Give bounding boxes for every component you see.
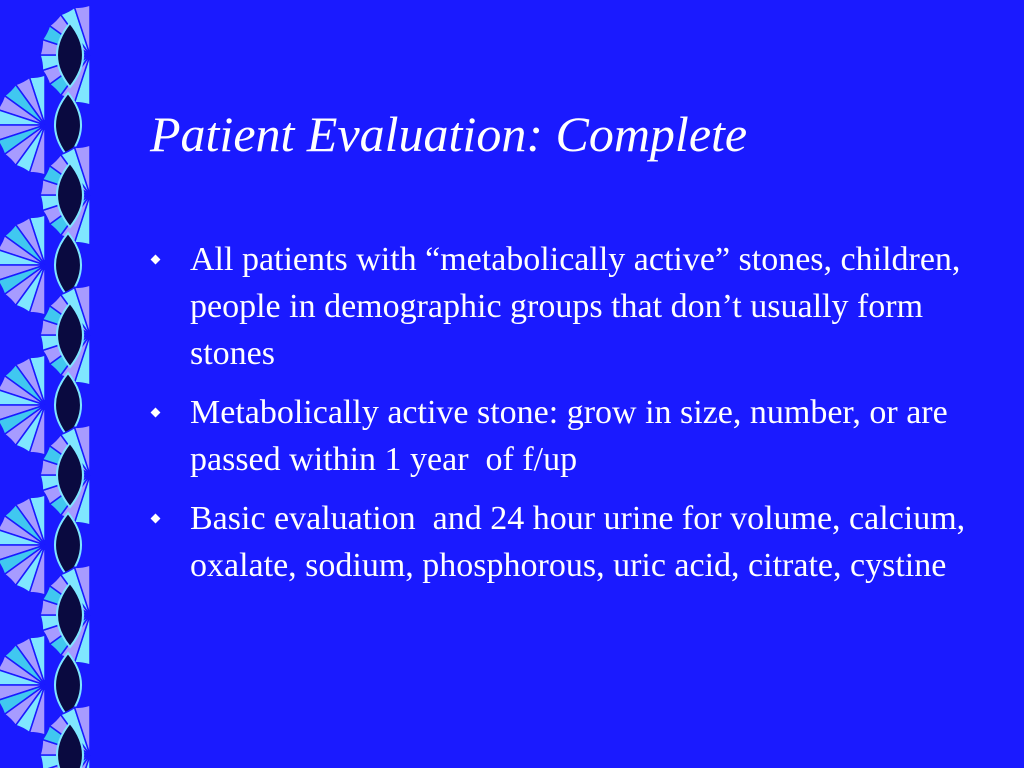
fan-segment: [40, 145, 90, 245]
bullet-text: All patients with “metabolically active” stones, children, people in demographic groups that don’t usually form stones: [190, 241, 969, 372]
fan-segment: [40, 705, 90, 768]
bullet-text: Metabolically active stone: grow in size, number, or are passed within 1 year of f/up: [190, 394, 957, 478]
bullet-text: Basic evaluation and 24 hour urine for volume, calcium, oxalate, sodium, phosphorous, uric acid, citrate, cystine: [190, 500, 974, 584]
fan-segment: [40, 285, 90, 385]
bullet-item: [150, 236, 1010, 377]
fan-segment: [40, 565, 90, 665]
fan-segment: [40, 425, 90, 525]
fan-segment: [40, 5, 90, 105]
fan-chain-decoration: [0, 0, 140, 768]
bullet-item: [150, 389, 1010, 483]
diamond-bullet-icon: [151, 408, 161, 418]
slide-title: Patient Evaluation: Complete: [150, 106, 748, 162]
bullet-list: [150, 236, 1010, 601]
bullet-item: [150, 495, 1010, 589]
diamond-bullet-icon: [151, 514, 161, 524]
diamond-bullet-icon: [151, 255, 161, 265]
